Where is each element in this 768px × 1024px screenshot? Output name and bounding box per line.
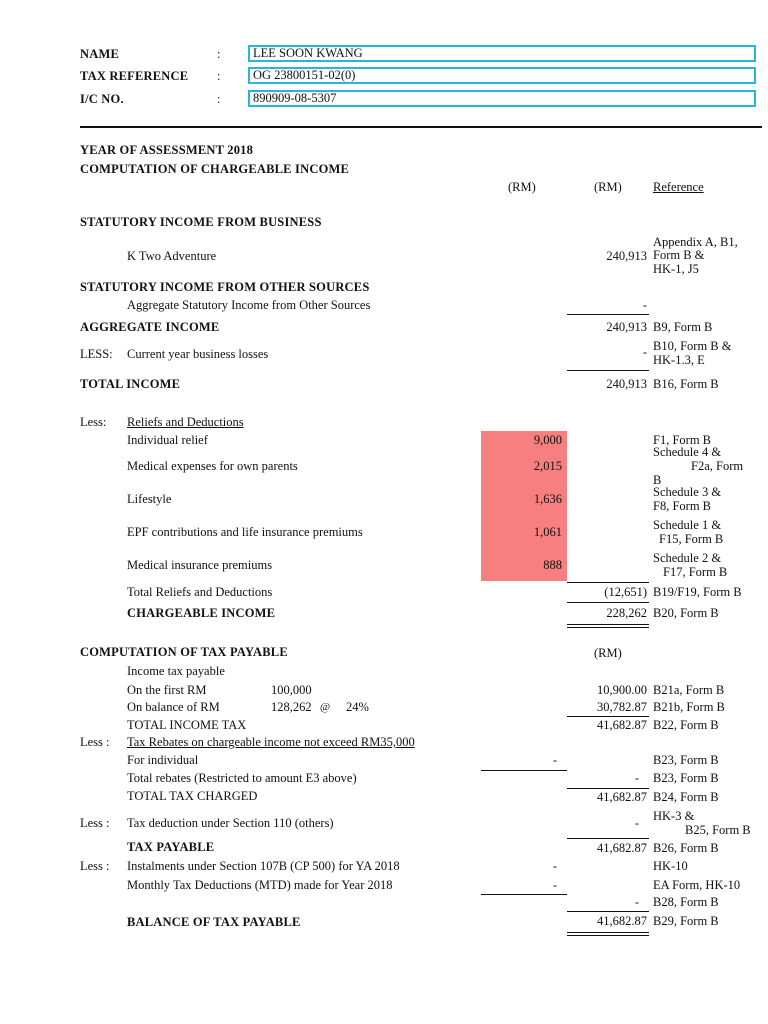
balance-band-amount: 30,782.87 bbox=[597, 700, 647, 714]
relief-ref: F15, Form B bbox=[659, 532, 724, 546]
column-rm-2: (RM) bbox=[594, 180, 622, 194]
deductions-rule bbox=[481, 894, 567, 895]
total-income-ref: B16, Form B bbox=[653, 377, 719, 391]
relief-label: Medical expenses for own parents bbox=[127, 459, 298, 473]
relief-ref: Schedule 3 & bbox=[653, 485, 722, 499]
income-tax-payable-label: Income tax payable bbox=[127, 664, 225, 678]
name-label: NAME bbox=[80, 47, 119, 61]
balance-band-ref: B21b, Form B bbox=[653, 700, 725, 714]
balance-of-tax-payable-amount: 41,682.87 bbox=[597, 914, 647, 928]
reliefs-heading: Reliefs and Deductions bbox=[127, 415, 244, 429]
deductions-sum-amount: - bbox=[634, 895, 639, 909]
rebates-heading: Tax Rebates on chargeable income not exceed RM35,000 bbox=[127, 735, 415, 749]
instalments-amount: - bbox=[552, 859, 557, 873]
deductions-sum-ref: B28, Form B bbox=[653, 895, 719, 909]
balance-band-at: @ bbox=[320, 701, 331, 713]
aggregate-income-ref: B9, Form B bbox=[653, 320, 713, 334]
total-income-label: TOTAL INCOME bbox=[80, 377, 181, 391]
reliefs-total-ref: B19/F19, Form B bbox=[653, 585, 742, 599]
chargeable-income-label: CHARGEABLE INCOME bbox=[127, 606, 276, 620]
business-ref-1: Appendix A, B1, bbox=[653, 235, 738, 249]
other-sources-heading: STATUTORY INCOME FROM OTHER SOURCES bbox=[80, 280, 370, 294]
reliefs-total-rule bbox=[567, 582, 649, 583]
individual-rebate-amount: - bbox=[552, 753, 557, 767]
s110-ref-1: HK-3 & bbox=[653, 809, 695, 823]
total-income-amount: 240,913 bbox=[606, 377, 647, 391]
name-colon: : bbox=[217, 47, 221, 61]
relief-ref: F8, Form B bbox=[653, 499, 712, 513]
business-heading: STATUTORY INCOME FROM BUSINESS bbox=[80, 215, 322, 229]
relief-ref: F1, Form B bbox=[653, 433, 712, 447]
balance-payable-rule bbox=[567, 911, 649, 912]
relief-label: Individual relief bbox=[127, 433, 208, 447]
name-input[interactable]: LEE SOON KWANG bbox=[248, 45, 756, 62]
chargeable-income-ref: B20, Form B bbox=[653, 606, 719, 620]
relief-amount[interactable]: 2,015 bbox=[533, 459, 562, 473]
s110-label: Tax deduction under Section 110 (others) bbox=[127, 816, 334, 830]
other-sources-item: Aggregate Statutory Income from Other Sources bbox=[127, 298, 371, 312]
balance-band-label: On balance of RM bbox=[127, 700, 220, 714]
aggregate-income-amount: 240,913 bbox=[606, 320, 647, 334]
relief-amount[interactable]: 888 bbox=[543, 558, 562, 572]
balance-band-value: 128,262 bbox=[271, 700, 312, 714]
business-ref-3: HK-1, J5 bbox=[653, 262, 699, 276]
chargeable-income-amount: 228,262 bbox=[606, 606, 647, 620]
total-income-tax-ref: B22, Form B bbox=[653, 718, 719, 732]
s110-less: Less : bbox=[80, 816, 110, 830]
losses-ref-2: HK-1.3, E bbox=[653, 353, 705, 367]
other-sources-amount: - bbox=[642, 298, 647, 312]
total-income-tax-rule bbox=[567, 716, 649, 717]
first-band-value: 100,000 bbox=[271, 683, 312, 697]
relief-ref: Schedule 1 & bbox=[653, 518, 722, 532]
total-tax-charged-ref: B24, Form B bbox=[653, 790, 719, 804]
computation-title: COMPUTATION OF CHARGEABLE INCOME bbox=[80, 162, 350, 176]
tax-payable-amount: 41,682.87 bbox=[597, 841, 647, 855]
ic-number-label: I/C NO. bbox=[80, 92, 124, 106]
balance-band-rate: 24% bbox=[346, 700, 369, 714]
total-income-tax-amount: 41,682.87 bbox=[597, 718, 647, 732]
relief-ref: Schedule 2 & bbox=[653, 551, 722, 565]
tax-reference-input[interactable]: OG 23800151-02(0) bbox=[248, 67, 756, 84]
losses-amount: - bbox=[642, 345, 647, 359]
aggregate-income-label: AGGREGATE INCOME bbox=[80, 320, 220, 334]
mtd-label: Monthly Tax Deductions (MTD) made for Year 2018 bbox=[127, 878, 393, 892]
tax-payable-label: TAX PAYABLE bbox=[127, 840, 215, 854]
individual-rebate-label: For individual bbox=[127, 753, 199, 767]
total-rebates-label: Total rebates (Restricted to amount E3 above) bbox=[127, 771, 357, 785]
losses-ref-1: B10, Form B & bbox=[653, 339, 732, 353]
losses-label: Current year business losses bbox=[127, 347, 269, 361]
balance-of-tax-payable-label: BALANCE OF TAX PAYABLE bbox=[127, 915, 301, 929]
first-band-amount: 10,900.00 bbox=[597, 683, 647, 697]
column-reference: Reference bbox=[653, 180, 704, 194]
header-divider bbox=[80, 126, 762, 128]
reliefs-total-label: Total Reliefs and Deductions bbox=[127, 585, 273, 599]
balance-double-rule bbox=[567, 932, 649, 936]
relief-ref: F2a, Form bbox=[691, 459, 744, 473]
instalments-label: Instalments under Section 107B (CP 500) for YA 2018 bbox=[127, 859, 400, 873]
business-ref-2: Form B & bbox=[653, 248, 705, 262]
first-band-ref: B21a, Form B bbox=[653, 683, 725, 697]
column-rm-1: (RM) bbox=[508, 180, 536, 194]
total-charged-rule bbox=[567, 788, 649, 789]
balance-of-tax-payable-ref: B29, Form B bbox=[653, 914, 719, 928]
tax-payable-ref: B26, Form B bbox=[653, 841, 719, 855]
reliefs-total-amount: (12,651) bbox=[604, 585, 647, 599]
tax-heading: COMPUTATION OF TAX PAYABLE bbox=[80, 645, 288, 659]
first-band-label: On the first RM bbox=[127, 683, 207, 697]
total-income-rule bbox=[567, 370, 649, 371]
chargeable-double-rule bbox=[567, 624, 649, 628]
relief-label: Medical insurance premiums bbox=[127, 558, 273, 572]
ic-number-colon: : bbox=[217, 92, 221, 106]
relief-ref: Schedule 4 & bbox=[653, 445, 722, 459]
relief-label: Lifestyle bbox=[127, 492, 172, 506]
individual-rebate-ref: B23, Form B bbox=[653, 753, 719, 767]
relief-amount[interactable]: 1,636 bbox=[533, 492, 562, 506]
tax-column-rm: (RM) bbox=[594, 646, 622, 660]
relief-amount[interactable]: 9,000 bbox=[533, 433, 562, 447]
instalments-less: Less : bbox=[80, 859, 110, 873]
total-tax-charged-amount: 41,682.87 bbox=[597, 790, 647, 804]
total-rebates-amount: - bbox=[634, 771, 639, 785]
tax-reference-colon: : bbox=[217, 69, 221, 83]
business-amount: 240,913 bbox=[606, 249, 647, 263]
s110-amount: - bbox=[634, 816, 639, 830]
aggregate-rule bbox=[567, 314, 649, 315]
chargeable-rule bbox=[567, 602, 649, 603]
tax-reference-label: TAX REFERENCE bbox=[80, 69, 189, 83]
relief-ref: B bbox=[653, 473, 662, 487]
reliefs-less: Less: bbox=[80, 415, 107, 429]
total-tax-charged-label: TOTAL TAX CHARGED bbox=[127, 789, 258, 803]
ic-number-input[interactable]: 890909-08-5307 bbox=[248, 90, 756, 107]
instalments-ref: HK-10 bbox=[653, 859, 688, 873]
relief-amount[interactable]: 1,061 bbox=[533, 525, 562, 539]
s110-ref-2: B25, Form B bbox=[685, 823, 751, 837]
tax-payable-rule bbox=[567, 838, 649, 839]
total-income-tax-label: TOTAL INCOME TAX bbox=[127, 718, 247, 732]
business-item: K Two Adventure bbox=[127, 249, 217, 263]
total-rebates-ref: B23, Form B bbox=[653, 771, 719, 785]
relief-ref: F17, Form B bbox=[663, 565, 728, 579]
losses-less: LESS: bbox=[80, 347, 113, 361]
mtd-amount: - bbox=[552, 878, 557, 892]
mtd-ref: EA Form, HK-10 bbox=[653, 878, 741, 892]
relief-label: EPF contributions and life insurance premiums bbox=[127, 525, 363, 539]
rebates-rule bbox=[481, 770, 567, 771]
year-of-assessment-title: YEAR OF ASSESSMENT 2018 bbox=[80, 143, 254, 157]
rebates-less: Less : bbox=[80, 735, 110, 749]
